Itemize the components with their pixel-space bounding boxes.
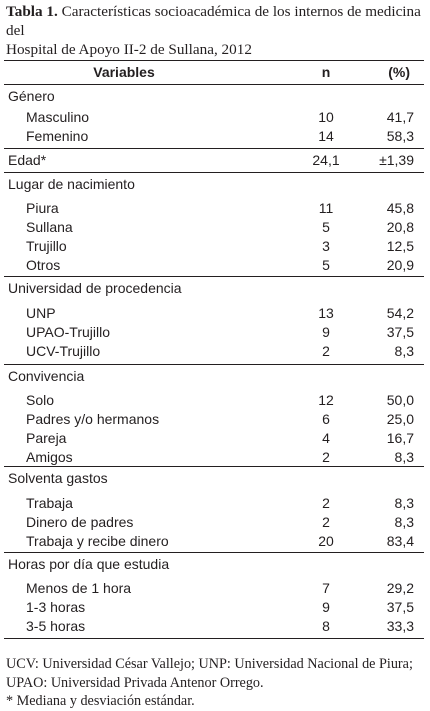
divider-rule xyxy=(4,148,424,149)
row-n: 6 xyxy=(322,411,330,427)
section-title xyxy=(4,174,424,194)
row-n: 11 xyxy=(318,200,334,216)
section-title-universidad: Universidad de procedencia xyxy=(8,280,182,296)
row-percent: 45,8 xyxy=(386,200,414,216)
row-label: Femenino xyxy=(26,128,89,144)
table-row xyxy=(4,578,424,598)
row-percent: 8,3 xyxy=(394,343,414,359)
row-percent: ±1,39 xyxy=(379,152,414,168)
table-row xyxy=(4,597,424,617)
row-n: 24,1 xyxy=(312,152,340,168)
row-label: UPAO-Trujillo xyxy=(26,324,111,340)
row-n: 2 xyxy=(322,449,330,465)
top-rule xyxy=(4,60,424,61)
footnote-median: * Mediana y desviación estándar. xyxy=(6,693,195,709)
section-title-horas: Horas por día que estudia xyxy=(8,556,170,572)
section-title xyxy=(4,468,424,488)
row-label: Piura xyxy=(26,200,59,216)
section-title-genero: Género xyxy=(8,88,55,104)
row-percent: 37,5 xyxy=(386,599,414,615)
divider-rule xyxy=(4,172,424,173)
table-row xyxy=(4,531,424,551)
row-n: 8 xyxy=(322,618,330,634)
section-title xyxy=(4,554,424,574)
section-title xyxy=(4,278,424,298)
row-percent: 12,5 xyxy=(386,238,414,254)
header-percent: (%) xyxy=(388,64,410,80)
table-row xyxy=(4,390,424,410)
table-row xyxy=(4,447,424,467)
bottom-rule xyxy=(4,638,424,639)
row-n: 7 xyxy=(322,580,330,596)
table-row xyxy=(4,512,424,532)
table-row xyxy=(4,217,424,237)
divider-rule xyxy=(4,364,424,365)
table-row xyxy=(4,341,424,361)
row-label: UCV-Trujillo xyxy=(26,343,101,359)
divider-rule xyxy=(4,276,424,277)
row-label: Sullana xyxy=(26,219,73,235)
row-n: 3 xyxy=(322,238,330,254)
row-label: Menos de 1 hora xyxy=(26,580,132,596)
table-row xyxy=(4,322,424,342)
row-percent: 16,7 xyxy=(386,430,414,446)
section-title-lugar: Lugar de nacimiento xyxy=(8,176,135,192)
row-label: Solo xyxy=(26,392,55,408)
row-percent: 8,3 xyxy=(394,449,414,465)
footnote-abbreviations-2: UPAO: Universidad Privada Antenor Orrego. xyxy=(6,674,264,691)
row-percent: 8,3 xyxy=(394,495,414,511)
row-label: UNP xyxy=(26,305,56,321)
row-percent: 20,9 xyxy=(386,257,414,273)
row-n: 2 xyxy=(322,514,330,530)
row-label: Dinero de padres xyxy=(26,514,134,530)
row-n: 13 xyxy=(318,305,334,321)
table-footnotes xyxy=(6,655,428,711)
section-title-gastos: Solventa gastos xyxy=(8,470,108,486)
table-row xyxy=(4,493,424,513)
row-label: Trujillo xyxy=(26,238,67,254)
row-percent: 83,4 xyxy=(386,533,414,549)
table-row xyxy=(4,126,424,146)
caption-line-1 xyxy=(6,2,426,40)
row-n: 5 xyxy=(322,257,330,273)
row-label: Trabaja y recibe dinero xyxy=(26,533,169,549)
row-n: 12 xyxy=(318,392,334,408)
row-percent: 54,2 xyxy=(386,305,414,321)
header-rule xyxy=(4,84,424,85)
row-n: 4 xyxy=(322,430,330,446)
caption-text-2: Hospital de Apoyo II-2 de Sullana, 2012 xyxy=(6,41,252,58)
row-label: 1-3 horas xyxy=(26,599,86,615)
row-n: 10 xyxy=(318,109,334,125)
row-percent: 20,8 xyxy=(386,219,414,235)
caption-text-1: Características socioacadémica de los internos de medicina del xyxy=(6,3,421,39)
row-label: Masculino xyxy=(26,109,90,125)
table-row xyxy=(4,236,424,256)
footnote-abbreviations-1: UCV: Universidad César Vallejo; UNP: Universidad Nacional de Piura; xyxy=(6,656,413,672)
row-n: 14 xyxy=(318,128,334,144)
header-n: n xyxy=(321,64,331,80)
row-percent: 58,3 xyxy=(386,128,414,144)
row-label: Otros xyxy=(26,257,61,273)
table-caption xyxy=(6,2,426,59)
row-label: Pareja xyxy=(26,430,67,446)
row-percent: 50,0 xyxy=(386,392,414,408)
row-percent: 25,0 xyxy=(386,411,414,427)
divider-rule xyxy=(4,552,424,553)
row-n: 2 xyxy=(322,495,330,511)
table-row xyxy=(4,198,424,218)
row-label: 3-5 horas xyxy=(26,618,86,634)
table-row xyxy=(4,616,424,636)
row-label: Amigos xyxy=(26,449,73,465)
row-n: 20 xyxy=(318,533,334,549)
caption-label: Tabla 1. xyxy=(6,3,58,20)
section-title-convivencia: Convivencia xyxy=(8,368,85,384)
row-percent: 33,3 xyxy=(386,618,414,634)
row-percent: 8,3 xyxy=(394,514,414,530)
table-row xyxy=(4,150,424,170)
row-percent: 41,7 xyxy=(386,109,414,125)
table-row xyxy=(4,409,424,429)
row-percent: 37,5 xyxy=(386,324,414,340)
section-title xyxy=(4,366,424,386)
row-n: 9 xyxy=(322,324,330,340)
table-row xyxy=(4,107,424,127)
row-n: 5 xyxy=(322,219,330,235)
row-n: 2 xyxy=(322,343,330,359)
section-title xyxy=(4,86,424,106)
row-label: Padres y/o hermanos xyxy=(26,411,160,427)
row-percent: 29,2 xyxy=(386,580,414,596)
row-label: Trabaja xyxy=(26,495,73,511)
header-variables: Variables xyxy=(93,64,155,80)
row-n: 9 xyxy=(322,599,330,615)
table-row xyxy=(4,303,424,323)
table-header xyxy=(4,62,424,82)
row-label: Edad* xyxy=(8,152,47,168)
table-row xyxy=(4,428,424,448)
table-row xyxy=(4,255,424,275)
